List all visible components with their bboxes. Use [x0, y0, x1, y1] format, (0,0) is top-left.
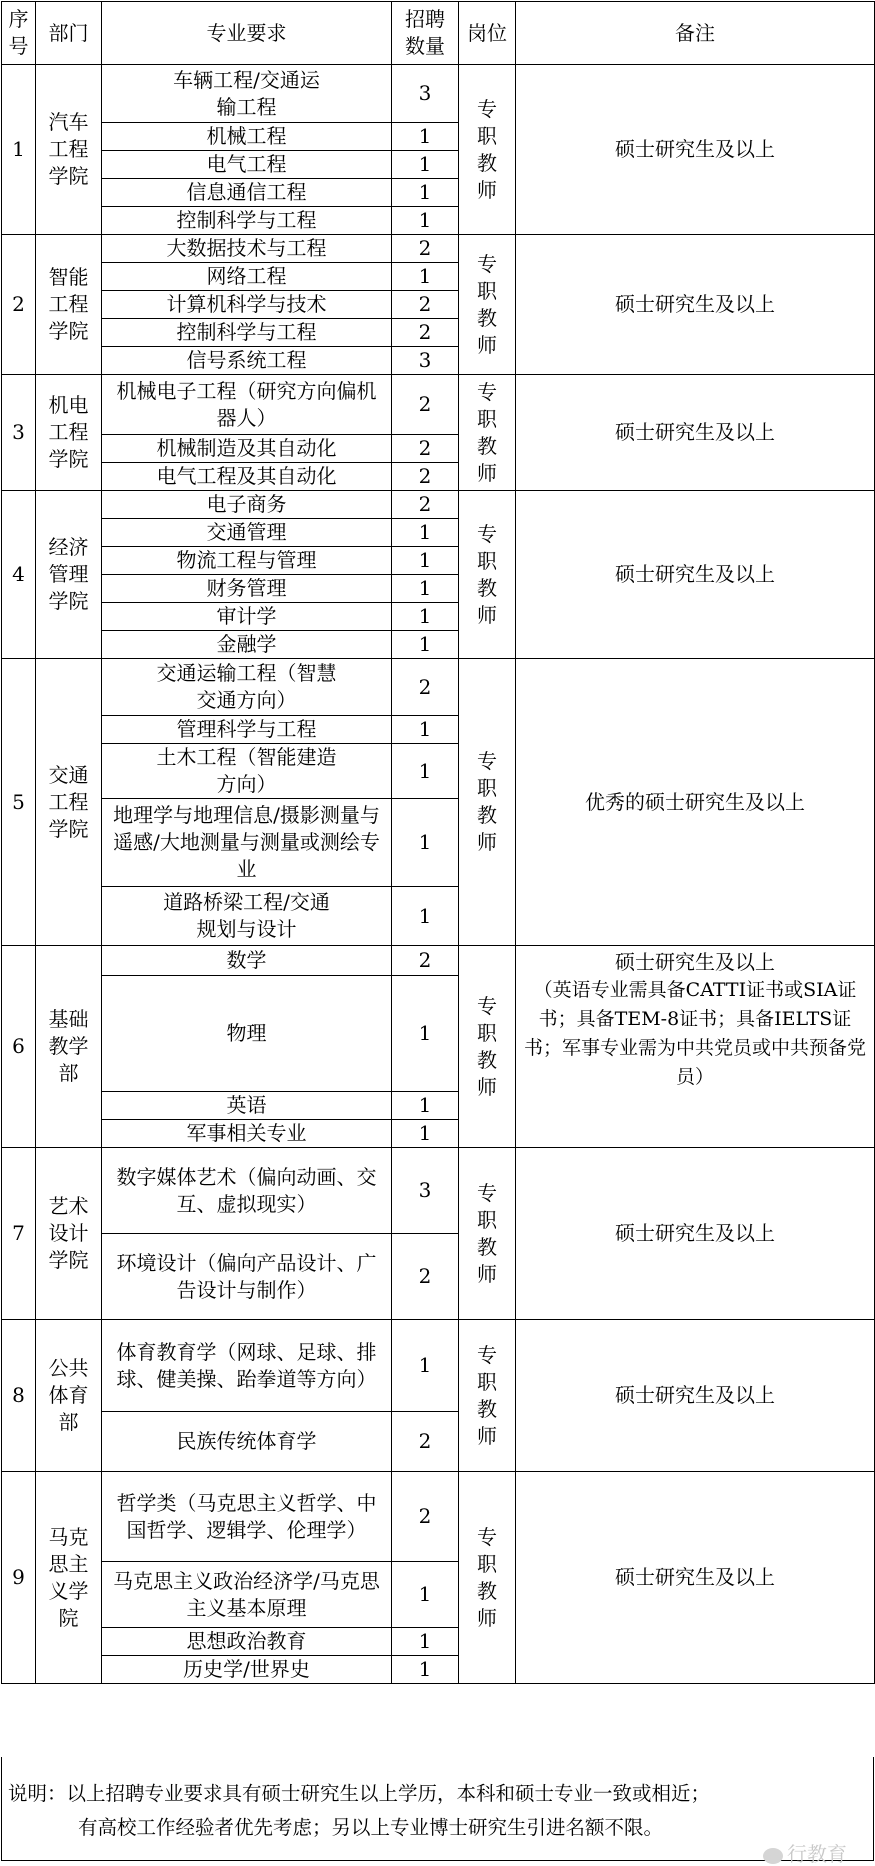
recruitment-table — [1, 1, 875, 1684]
dept-name: 智能工程学院 — [36, 235, 102, 375]
major-cell: 交通运输工程（智慧交通方向） — [102, 659, 392, 716]
count-cell: 2 — [392, 491, 459, 519]
header-row — [2, 2, 875, 65]
dept-name: 马克思主义学院 — [36, 1472, 102, 1684]
dept-name: 基础教学部 — [36, 946, 102, 1148]
major-cell: 土木工程（智能建造方向） — [102, 744, 392, 799]
count-cell: 1 — [392, 575, 459, 603]
count-cell: 1 — [392, 1092, 459, 1120]
count-cell: 3 — [392, 1148, 459, 1234]
count-cell: 1 — [392, 519, 459, 547]
header-remark: 备注 — [516, 2, 875, 65]
major-cell: 网络工程 — [102, 263, 392, 291]
header-post: 岗位 — [459, 2, 516, 65]
post-cell: 专职教师 — [459, 1320, 516, 1472]
post-cell: 专职教师 — [459, 235, 516, 375]
count-cell: 1 — [392, 603, 459, 631]
major-cell: 电气工程 — [102, 151, 392, 179]
count-cell: 2 — [392, 946, 459, 976]
remark-cell: 优秀的硕士研究生及以上 — [516, 659, 875, 946]
table-row — [2, 1148, 875, 1234]
table-row — [2, 946, 875, 976]
remark-text: 硕士研究生及以上 — [615, 950, 775, 974]
dept-name: 公共体育部 — [36, 1320, 102, 1472]
watermark-text: 行教育 — [787, 1842, 847, 1866]
major-cell: 体育教育学（网球、足球、排球、健美操、跆拳道等方向） — [102, 1320, 392, 1412]
dept-index: 5 — [2, 659, 36, 946]
count-cell: 1 — [392, 799, 459, 887]
post-cell: 专职教师 — [459, 1472, 516, 1684]
major-cell: 机械电子工程（研究方向偏机器人） — [102, 375, 392, 435]
post-cell: 专职教师 — [459, 375, 516, 491]
major-cell: 思想政治教育 — [102, 1628, 392, 1656]
major-cell: 地理学与地理信息/摄影测量与遥感/大地测量与测量或测绘专业 — [102, 799, 392, 887]
footer-line-2: 有高校工作经验者优先考虑；另以上专业博士研究生引进名额不限。 — [78, 1816, 664, 1839]
count-cell: 1 — [392, 1628, 459, 1656]
count-cell: 2 — [392, 1412, 459, 1472]
major-cell: 军事相关专业 — [102, 1120, 392, 1148]
dept-index: 4 — [2, 491, 36, 659]
table-row — [2, 1320, 875, 1412]
count-cell: 2 — [392, 375, 459, 435]
remark-cell — [516, 946, 875, 1148]
major-cell: 道路桥梁工程/交通规划与设计 — [102, 887, 392, 946]
header-major: 专业要求 — [102, 2, 392, 65]
count-cell: 1 — [392, 1120, 459, 1148]
post-cell: 专职教师 — [459, 659, 516, 946]
post-cell: 专职教师 — [459, 1148, 516, 1320]
major-cell: 控制科学与工程 — [102, 319, 392, 347]
major-cell: 信息通信工程 — [102, 179, 392, 207]
table-row — [2, 375, 875, 435]
count-cell: 2 — [392, 235, 459, 263]
count-cell: 1 — [392, 263, 459, 291]
dept-name: 机电工程学院 — [36, 375, 102, 491]
dept-name: 交通工程学院 — [36, 659, 102, 946]
remark-cell: 硕士研究生及以上 — [516, 1472, 875, 1684]
major-cell: 历史学/世界史 — [102, 1656, 392, 1684]
count-cell: 1 — [392, 631, 459, 659]
major-cell: 交通管理 — [102, 519, 392, 547]
major-cell: 车辆工程/交通运输工程 — [102, 65, 392, 123]
count-cell: 3 — [392, 347, 459, 375]
major-cell: 电气工程及其自动化 — [102, 463, 392, 491]
count-cell: 2 — [392, 435, 459, 463]
count-cell: 1 — [392, 744, 459, 799]
major-cell: 大数据技术与工程 — [102, 235, 392, 263]
dept-name: 艺术设计学院 — [36, 1148, 102, 1320]
dept-name: 汽车工程学院 — [36, 65, 102, 235]
table-row — [2, 659, 875, 716]
major-cell: 管理科学与工程 — [102, 716, 392, 744]
count-cell: 1 — [392, 887, 459, 946]
dept-index: 2 — [2, 235, 36, 375]
major-cell: 数字媒体艺术（偏向动画、交互、虚拟现实） — [102, 1148, 392, 1234]
table-row — [2, 491, 875, 519]
table-row — [2, 1472, 875, 1562]
post-cell: 专职教师 — [459, 65, 516, 235]
count-cell: 1 — [392, 123, 459, 151]
post-cell: 专职教师 — [459, 946, 516, 1148]
dept-index: 9 — [2, 1472, 36, 1684]
major-cell: 环境设计（偏向产品设计、广告设计与制作） — [102, 1234, 392, 1320]
count-cell: 2 — [392, 291, 459, 319]
count-cell: 2 — [392, 1472, 459, 1562]
dept-index: 8 — [2, 1320, 36, 1472]
major-cell: 审计学 — [102, 603, 392, 631]
dept-index: 3 — [2, 375, 36, 491]
count-cell: 1 — [392, 207, 459, 235]
major-cell: 金融学 — [102, 631, 392, 659]
header-count: 招聘数量 — [392, 2, 459, 65]
major-cell: 财务管理 — [102, 575, 392, 603]
major-cell: 物流工程与管理 — [102, 547, 392, 575]
dept-index: 7 — [2, 1148, 36, 1320]
dept-name: 经济管理学院 — [36, 491, 102, 659]
count-cell: 1 — [392, 1656, 459, 1684]
footer-line-1: 说明：以上招聘专业要求具有硕士研究生以上学历，本科和硕士专业一致或相近； — [8, 1782, 711, 1805]
major-cell: 民族传统体育学 — [102, 1412, 392, 1472]
dept-index: 1 — [2, 65, 36, 235]
count-cell: 1 — [392, 1320, 459, 1412]
dept-index: 6 — [2, 946, 36, 1148]
count-cell: 1 — [392, 976, 459, 1092]
remark-cell: 硕士研究生及以上 — [516, 1148, 875, 1320]
major-cell: 机械工程 — [102, 123, 392, 151]
header-dept: 部门 — [36, 2, 102, 65]
count-cell: 2 — [392, 319, 459, 347]
count-cell: 2 — [392, 463, 459, 491]
count-cell: 1 — [392, 151, 459, 179]
wechat-icon — [763, 1848, 783, 1864]
count-cell: 1 — [392, 1562, 459, 1628]
header-index: 序号 — [2, 2, 36, 65]
major-cell: 信号系统工程 — [102, 347, 392, 375]
remark-cell: 硕士研究生及以上 — [516, 491, 875, 659]
table-row — [2, 65, 875, 123]
major-cell: 数学 — [102, 946, 392, 976]
remark-cell: 硕士研究生及以上 — [516, 235, 875, 375]
major-cell: 控制科学与工程 — [102, 207, 392, 235]
major-cell: 英语 — [102, 1092, 392, 1120]
remark-detail: （英语专业需具备CATTI证书或SIA证书；具备TEM-8证书；具备IELTS证书；军事专业需为中共党员或中共预备党员） — [523, 979, 866, 1088]
major-cell: 物理 — [102, 976, 392, 1092]
major-cell: 机械制造及其自动化 — [102, 435, 392, 463]
count-cell: 1 — [392, 716, 459, 744]
count-cell: 2 — [392, 659, 459, 716]
remark-cell: 硕士研究生及以上 — [516, 65, 875, 235]
post-cell: 专职教师 — [459, 491, 516, 659]
count-cell: 2 — [392, 1234, 459, 1320]
major-cell: 马克思主义政治经济学/马克思主义基本原理 — [102, 1562, 392, 1628]
table-row — [2, 235, 875, 263]
major-cell: 电子商务 — [102, 491, 392, 519]
count-cell: 3 — [392, 65, 459, 123]
major-cell: 计算机科学与技术 — [102, 291, 392, 319]
count-cell: 1 — [392, 547, 459, 575]
count-cell: 1 — [392, 179, 459, 207]
remark-cell: 硕士研究生及以上 — [516, 375, 875, 491]
footer-note — [1, 1757, 874, 1861]
major-cell: 哲学类（马克思主义哲学、中国哲学、逻辑学、伦理学） — [102, 1472, 392, 1562]
remark-cell: 硕士研究生及以上 — [516, 1320, 875, 1472]
